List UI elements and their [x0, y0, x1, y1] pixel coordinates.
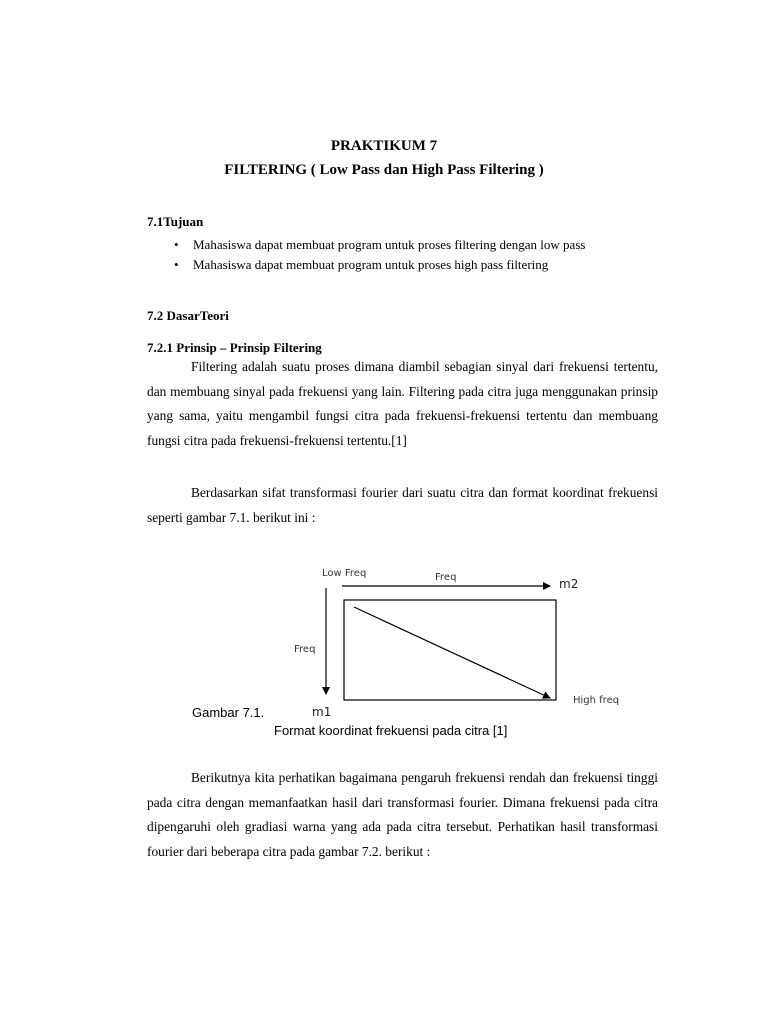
- paragraph-filtering: Filtering adalah suatu proses dimana diambil sebagian sinyal dari frekuensi tertentu, dan membuang sinyal pada frekuensi yang lain. Filtering pada citra juga menggunakan prinsip yang sama, yaitu mengambil fungsi citra pada frekuensi-frekuensi tertentu dan membuang fungsi citra pada frekuensi-frekuensi tertentu.[1]: [147, 359, 658, 448]
- section-heading-dasar-teori: 7.2 DasarTeori: [147, 308, 229, 323]
- objective-text: Mahasiswa dapat membuat program untuk proses filtering dengan low pass: [193, 237, 586, 252]
- bullet-icon: •: [174, 257, 179, 272]
- m1-label: m1: [312, 705, 332, 716]
- frequency-coordinate-diagram: [280, 556, 640, 716]
- freq-top-label: Freq: [435, 572, 457, 583]
- list-item: [147, 236, 658, 254]
- high-freq-label: High freq: [573, 695, 620, 706]
- paragraph-fourier: Berdasarkan sifat transformasi fourier dari suatu citra dan format koordinat frekuensi seperti gambar 7.1. berikut ini :: [147, 485, 658, 525]
- freq-left-label: Freq: [294, 644, 316, 655]
- paragraph-next: Berikutnya kita perhatikan bagaimana pengaruh frekuensi rendah dan frekuensi tinggi pada citra dengan memanfaatkan hasil dari transformasi fourier. Dimana frekuensi pada citra dipengaruhi oleh gradiasi warna yang ada pada citra tersebut. Perhatikan hasil transformasi fourier dari beberapa citra pada gambar 7.2. berikut :: [147, 770, 658, 859]
- section-heading-prinsip: 7.2.1 Prinsip – Prinsip Filtering: [147, 340, 322, 355]
- bullet-icon: •: [174, 237, 179, 252]
- practicum-subtitle: FILTERING ( Low Pass dan High Pass Filtering ): [224, 162, 544, 178]
- practicum-title: PRAKTIKUM 7: [330, 138, 438, 154]
- m2-label: m2: [559, 577, 579, 591]
- list-item: [147, 256, 658, 274]
- diagonal-freq-arrow: [354, 607, 550, 698]
- figure-number: Gambar 7.1.: [192, 705, 265, 720]
- objective-text: Mahasiswa dapat membuat program untuk proses high pass filtering: [193, 257, 549, 272]
- section-heading-tujuan: 7.1Tujuan: [147, 214, 204, 229]
- low-freq-label: Low Freq: [322, 568, 367, 579]
- figure-caption: Format koordinat frekuensi pada citra [1]: [274, 723, 508, 738]
- frequency-rectangle: [344, 600, 556, 700]
- objectives-list: [147, 236, 658, 274]
